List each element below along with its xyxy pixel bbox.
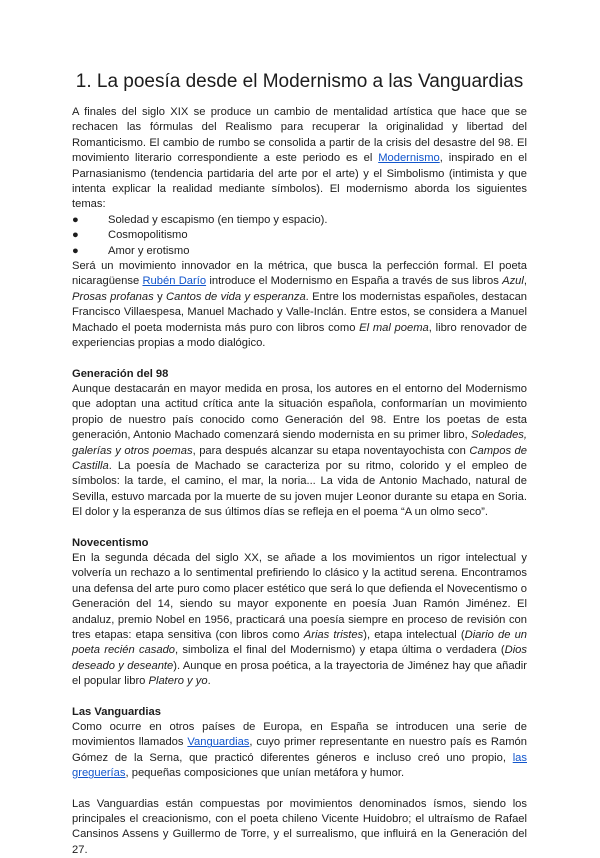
text-run: Las Vanguardias están compuestas por movimientos denominados ísmos, siendo los principales el creacionismo, con el poeta chileno Vicente Huidobro; el ultraísmo de Rafael Cansinos Assens y Guillermo de Torre, y el surrealismo, que influirá en la Generación del 27.: [72, 797, 527, 856]
italic-title: Arias tristes: [303, 629, 364, 641]
inline-link[interactable]: Modernismo: [378, 152, 440, 165]
text-run: , inspirado en el Parnasianismo (tendencia partidaria del arte por el arte) y el Simbolismo (intimista y que intenta explicar la realidad mediante símbolos). El modernismo aborda los siguientes temas:: [72, 152, 527, 211]
list-item-text: Soledad y escapismo (en tiempo y espacio).: [108, 213, 328, 226]
italic-title: Soledades, galerías y otros poemas: [72, 429, 527, 457]
themes-list: [72, 213, 527, 259]
text-run: A finales del siglo XIX se produce un cambio de mentalidad artística que hace que se rechacen las fórmulas del Realismo para recuperar la originalidad y libertad del Romanticismo. El cambio de rumbo se consolida a partir de la crisis del desastre del 98. El movimiento literario correspondiente a este periodo es el: [72, 106, 527, 165]
italic-title: Azul: [502, 275, 524, 288]
text-run: , libro renovador de experiencias propias a modo dialógico.: [72, 321, 527, 350]
novecentismo-paragraph: [72, 551, 527, 690]
text-run: Como ocurre en otros países de Europa, en España se introducen una serie de movimientos llamados: [72, 721, 527, 749]
vanguardias-paragraph: [72, 720, 527, 782]
text-run: .: [207, 675, 211, 688]
text-run: Será un movimiento innovador en la métrica, que busca la perfección formal. El poeta nicaragüense: [72, 260, 527, 288]
text-run: . La poesía de Machado se caracteriza por su ritmo, colorido y el empleo de símbolos: la tarde, el camino, el mar, la noria... La vida de Antonio Machado, natural de Sevilla, estuvo marcada por la muerte de su joven mujer Leonor durante su etapa en Soria. El dolor y la esperanza de sus últimos días se refleja en el poema “A un olmo seco”.: [72, 459, 527, 519]
italic-title: Cantos de vida y esperanza: [166, 290, 306, 303]
bullet-icon: ●: [72, 213, 79, 226]
document-body: [72, 70, 527, 858]
italic-title: Diario de un poeta recién casado: [72, 629, 528, 657]
text-run: ,: [523, 275, 527, 288]
text-run: y: [153, 290, 167, 303]
intro-paragraph: [72, 105, 527, 213]
vanguardias-paragraph-2: [72, 797, 527, 858]
list-item: [72, 228, 527, 243]
list-item-text: Cosmopolitismo: [108, 229, 188, 242]
text-run: , simboliza el final del Modernismo) y etapa última o verdadera (: [175, 644, 505, 657]
text-run: , pequeñas composiciones que unían metáfora y humor.: [125, 767, 405, 780]
text-run: ). Aunque en prosa poética, a la trayectoria de Jiménez hay que añadir el popular libro: [72, 659, 527, 688]
section-heading-generacion-98: Generación del 98: [72, 367, 169, 380]
text-run: . Entre los modernistas españoles, destacan Francisco Villaespesa, Manuel Machado y Valle-Inclán. Entre estos, se considera a Manuel Machado el poeta modernista más puro con libros como: [72, 290, 528, 334]
inline-link[interactable]: las greguerías: [72, 751, 527, 780]
italic-title: Dios deseado y deseante: [72, 644, 527, 672]
text-run: En la segunda década del siglo XX, se añade a los movimientos un rigor intelectual y volvería un rechazo a lo sentimental prefiriendo lo clásico y la actitud serena. Encontramos una defensa del arte puro como placer estético que será lo que defienda el Novecentismo o Generación del 14, siendo su mayor exponente en poesía Juan Ramón Jiménez. El andaluz, premio Nobel en 1956, practicará una poesía siempre en proceso de revisión con tres etapas: etapa sensitiva (con libros como: [72, 551, 527, 641]
text-run: ), etapa intelectual (: [363, 629, 465, 641]
inline-link[interactable]: Rubén Darío: [142, 275, 207, 288]
section-heading-vanguardias: Las Vanguardias: [72, 705, 161, 718]
document-title: 1. La poesía desde el Modernismo a las Vanguardias: [75, 71, 524, 92]
italic-title: Prosas profanas: [72, 290, 154, 303]
list-item-text: Amor y erotismo: [108, 244, 190, 257]
text-run: Aunque destacarán en mayor medida en prosa, los autores en el entorno del Modernismo que adoptan una actitud crítica ante la situación española, conformarían un movimiento propio de nuestro país conocido como Generación del 98. Entre los poetas de esta generación, Antonio Machado comenzará siendo modernista en su primer libro,: [72, 382, 527, 442]
section-heading-novecentismo: Novecentismo: [72, 536, 149, 549]
list-item: [72, 213, 527, 228]
bullet-icon: ●: [72, 244, 79, 257]
generacion-98-paragraph: [72, 382, 527, 521]
bullet-icon: ●: [72, 229, 79, 242]
italic-title: Platero y yo: [148, 675, 208, 688]
text-run: , para después alcanzar su etapa noventayochista con: [192, 444, 470, 457]
text-run: introduce el Modernismo en España a través de sus libros: [206, 275, 503, 288]
italic-title: Campos de Castilla: [72, 444, 527, 472]
inline-link[interactable]: Vanguardias: [187, 736, 250, 749]
text-run: , cuyo primer representante en nuestro país es Ramón Gómez de la Serna, que practicó diferentes géneros e incluso creó uno propio,: [72, 736, 527, 764]
italic-title: El mal poema: [359, 321, 429, 334]
list-item: [72, 244, 527, 259]
modernism-paragraph: [72, 259, 527, 351]
